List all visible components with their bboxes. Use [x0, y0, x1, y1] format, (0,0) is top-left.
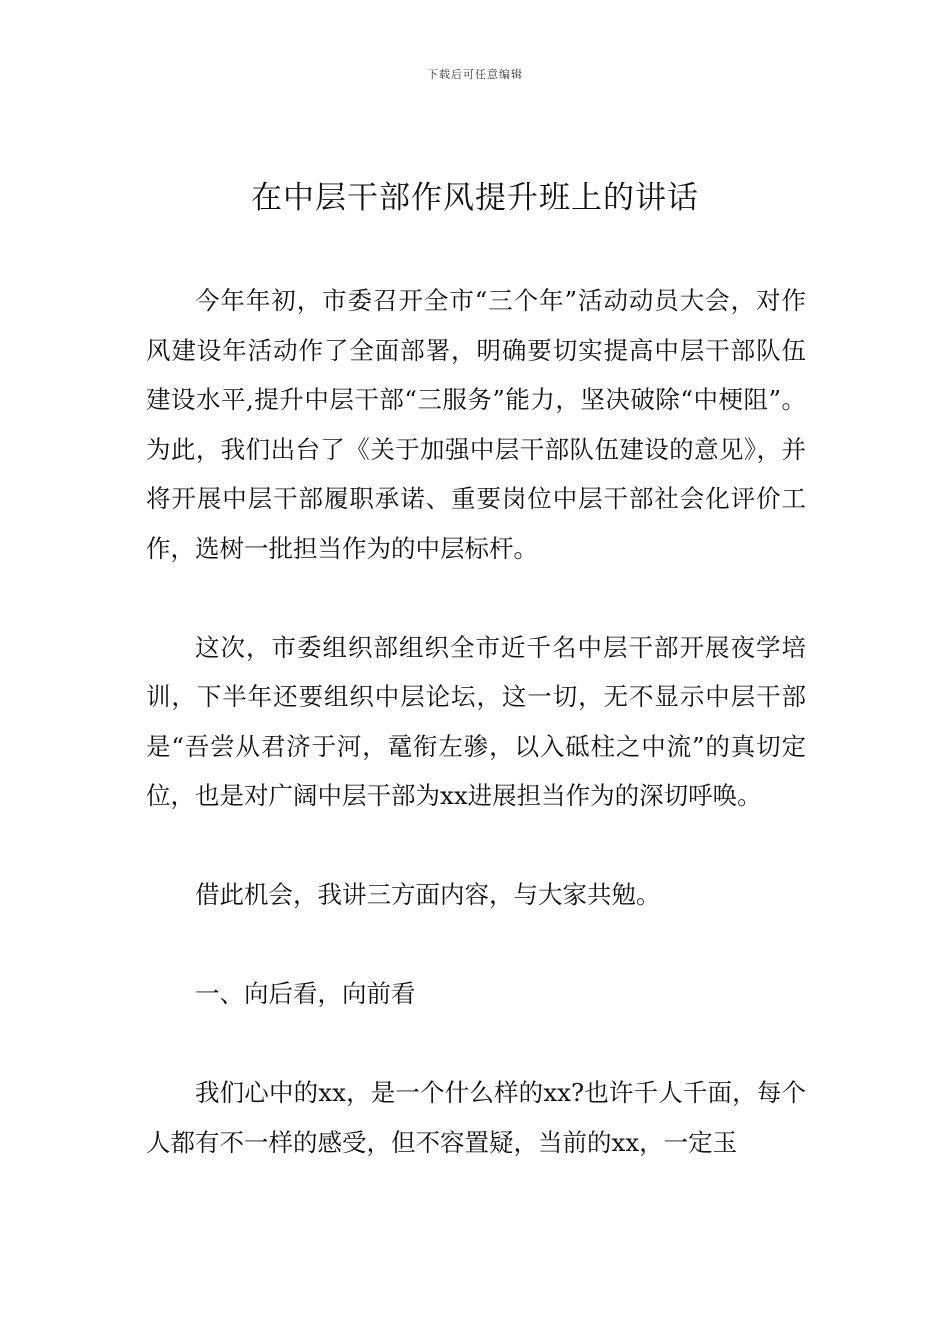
paragraph-our-xx: 我们心中的xx，是一个什么样的xx?也许千人千面，每个人都有不一样的感受，但不容置疑，当前的xx，一定玉 — [146, 1078, 806, 1157]
section-heading-one: 一、向后看，向前看 — [195, 979, 416, 1008]
document-title: 在中层干部作风提升班上的讲话 — [251, 180, 699, 216]
paragraph-intro: 今年年初，市委召开全市“三个年”活动动员大会，对作风建设年活动作了全面部署，明确要切实提高中层干部队伍建设水平,提升中层干部“三服务”能力，坚决破除“中梗阻”。为此，我们出台了《关于加强中层干部队伍建设的意见》，并将开展中层干部履职承诺、重要岗位中层干部社会化评价工作，选树一批担当作为的中层标杆。 — [146, 286, 806, 563]
paragraph-opportunity: 借此机会，我讲三方面内容，与大家共勉。 — [195, 880, 661, 909]
header-note: 下载后可任意编辑 — [427, 68, 523, 81]
paragraph-training: 这次，市委组织部组织全市近千名中层干部开展夜学培训，下半年还要组织中层论坛，这一切，无不显示中层干部是“吾尝从君济于河，鼋衔左骖，以入砥柱之中流”的真切定位，也是对广阔中层干部为xx进展担当作为的深切呼唤。 — [146, 632, 806, 810]
document-body — [146, 276, 806, 1217]
